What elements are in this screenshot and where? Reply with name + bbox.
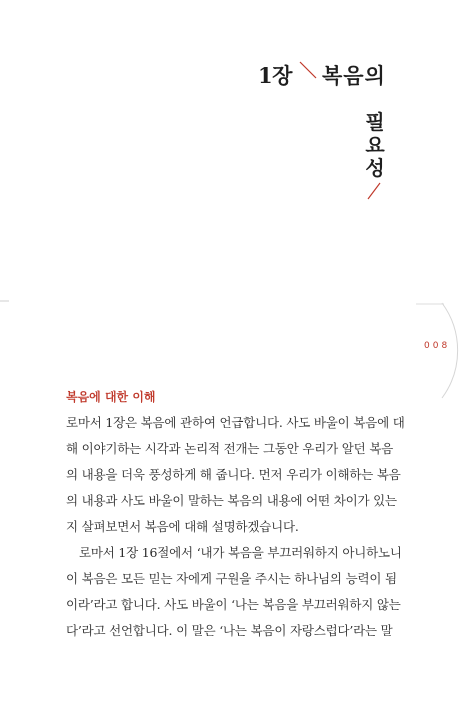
body-text-line: 지 살펴보면서 복음에 대해 설명하겠습니다. <box>66 519 299 534</box>
chapter-title: 복음의 <box>322 63 386 88</box>
body-text-line: 의 내용을 더욱 풍성하게 해 줍니다. 먼저 우리가 이해하는 복음 <box>66 467 401 482</box>
page-number: 008 <box>424 341 451 351</box>
body-text-line: 이라’라고 합니다. 사도 바울이 ‘나는 복음을 부끄러워하지 않는 <box>66 597 401 612</box>
chapter-title-vertical-char: 필 <box>365 110 385 134</box>
section-heading: 복음에 대한 이해 <box>66 390 156 404</box>
chapter-number: 1장 <box>258 63 292 88</box>
body-text-line: 로마서 1장은 복음에 관하여 언급합니다. 사도 바울이 복음에 대 <box>66 415 405 430</box>
chapter-title-vertical-char: 요 <box>365 133 385 157</box>
body-text-line: 해 이야기하는 시각과 논리적 전개는 그동안 우리가 알던 복음 <box>66 441 394 456</box>
body-text-line: 로마서 1장 16절에서 ‘내가 복음을 부끄러워하지 아니하노니 <box>79 545 402 560</box>
chapter-title-vertical-char: 성 <box>365 156 385 180</box>
body-text-line: 다’라고 선언합니다. 이 말은 ‘나는 복음이 자랑스럽다’라는 말 <box>66 623 393 638</box>
body-text-line: 이 복음은 모든 믿는 자에게 구원을 주시는 하나님의 능력이 됨 <box>66 571 397 586</box>
body-text-line: 의 내용과 사도 바울이 말하는 복음의 내용에 어떤 차이가 있는 <box>66 493 397 508</box>
